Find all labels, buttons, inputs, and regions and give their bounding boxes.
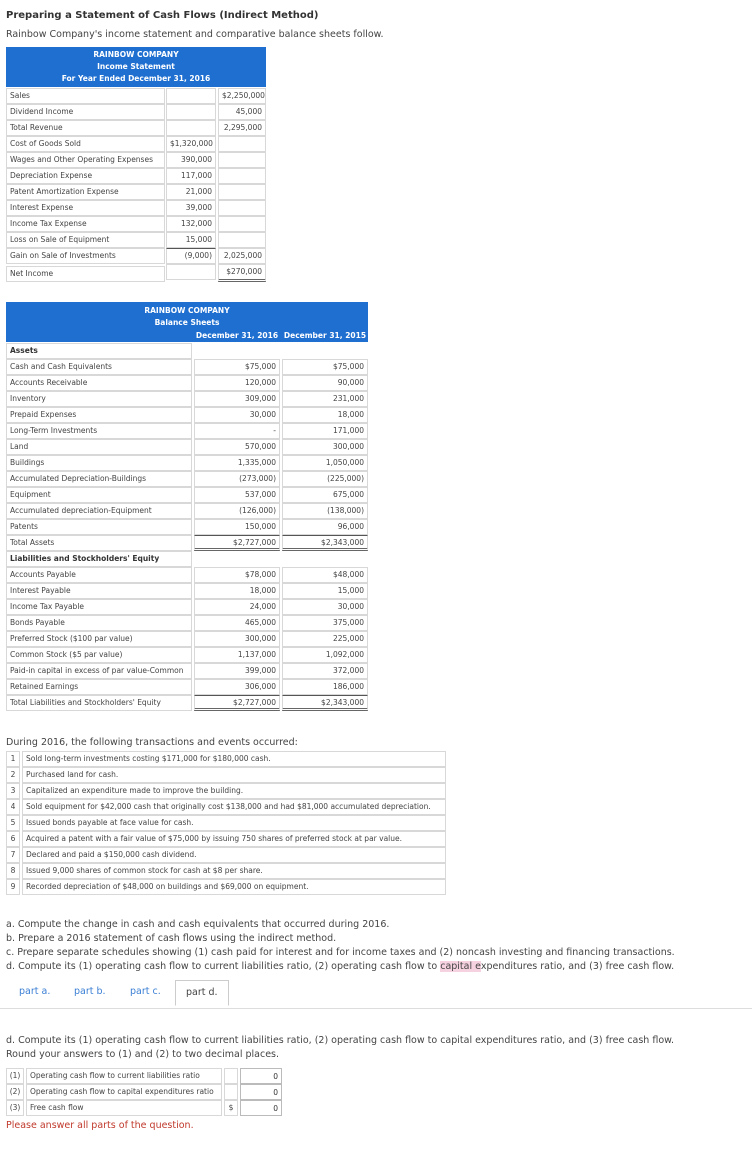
bs-row-label: Common Stock ($5 par value): [6, 647, 192, 663]
bs-row-label: Income Tax Payable: [6, 599, 192, 615]
bs-row-2016: [194, 551, 280, 567]
transaction-row: [6, 751, 448, 767]
transaction-row: [6, 847, 448, 863]
is-row: [6, 216, 266, 232]
is-row-col2: 2,025,000: [218, 248, 266, 264]
bs-row-label: Total Liabilities and Stockholders' Equity: [6, 695, 192, 711]
bs-row-label: Land: [6, 439, 192, 455]
bs-row-label: Accounts Payable: [6, 567, 192, 583]
transaction-text: Acquired a patent with a fair value of $75,000 by issuing 750 shares of preferred stock at par value.: [22, 831, 446, 847]
tab-part-d[interactable]: part d.: [175, 980, 229, 1006]
tab-part-c[interactable]: part c.: [130, 986, 161, 997]
is-row: [6, 152, 266, 168]
answer-input[interactable]: [240, 1068, 282, 1084]
bs-row: [6, 663, 368, 679]
question-b: b. Prepare a 2016 statement of cash flows using the indirect method.: [6, 933, 337, 944]
transaction-text: Sold equipment for $42,000 cash that originally cost $138,000 and had $81,000 accumulated depreciation.: [22, 799, 446, 815]
transaction-row: [6, 879, 448, 895]
bs-row-2015: 15,000: [282, 583, 368, 599]
is-row-col2: [218, 216, 266, 232]
transactions-list: [0, 751, 450, 897]
bs-row: [6, 359, 368, 375]
bs-row-2016: 306,000: [194, 679, 280, 695]
bs-row-2016: 150,000: [194, 519, 280, 535]
is-row-label: Total Revenue: [6, 120, 165, 136]
bs-row-2016: 1,335,000: [194, 455, 280, 471]
is-row: [6, 88, 266, 104]
bs-row: [6, 471, 368, 487]
bs-row-2015: [282, 551, 368, 567]
transaction-row: [6, 767, 448, 783]
transaction-text: Issued 9,000 shares of common stock for cash at $8 per share.: [22, 863, 446, 879]
bs-row: [6, 583, 368, 599]
transaction-number: 7: [6, 847, 20, 863]
bs-row-2016: 120,000: [194, 375, 280, 391]
question-d-post: xpenditures ratio, and (3) free cash flow.: [480, 961, 675, 972]
bs-row-label: Buildings: [6, 455, 192, 471]
bs-row: [6, 631, 368, 647]
bs-row-2016: [194, 343, 280, 359]
bs-row-2015: 225,000: [282, 631, 368, 647]
transaction-text: Capitalized an expenditure made to improve the building.: [22, 783, 446, 799]
is-row-col1: [166, 120, 216, 136]
bs-row-label: Bonds Payable: [6, 615, 192, 631]
is-row-col2: 2,295,000: [218, 120, 266, 136]
is-row: [6, 184, 266, 200]
balance-sheet-header: [6, 302, 368, 342]
question-d: [6, 961, 674, 972]
transaction-number: 6: [6, 831, 20, 847]
bs-row-label: Cash and Cash Equivalents: [6, 359, 192, 375]
bs-row-2015: $48,000: [282, 567, 368, 583]
is-row: [6, 200, 266, 216]
bs-row-label: Paid-in capital in excess of par value-Common: [6, 663, 192, 679]
bs-row-label: Accounts Receivable: [6, 375, 192, 391]
is-row: [6, 232, 266, 248]
bs-row-label: Equipment: [6, 487, 192, 503]
bs-row-2016: (126,000): [194, 503, 280, 519]
tab-divider: [0, 1008, 752, 1009]
question-d-pre: d. Compute its (1) operating cash flow to current liabilities ratio, (2) operating cash flow to: [6, 961, 441, 972]
answer-symbol: [224, 1084, 238, 1100]
is-row-col1: 39,000: [166, 200, 216, 216]
is-row-col2: $270,000: [218, 264, 266, 282]
is-row-col1: 15,000: [166, 232, 216, 248]
bs-row-2015: 375,000: [282, 615, 368, 631]
bs-title: Balance Sheets: [154, 318, 220, 327]
bs-row-2015: 1,050,000: [282, 455, 368, 471]
bs-row-label: Total Assets: [6, 535, 192, 551]
bs-row-label: Long-Term Investments: [6, 423, 192, 439]
tab-part-b[interactable]: part b.: [74, 986, 106, 997]
bs-row-2016: 309,000: [194, 391, 280, 407]
bs-row: [6, 391, 368, 407]
is-row-label: Gain on Sale of Investments: [6, 248, 165, 264]
bs-row-label: Inventory: [6, 391, 192, 407]
is-row-col2: $2,250,000: [218, 88, 266, 104]
transaction-row: [6, 783, 448, 799]
bs-row: [6, 455, 368, 471]
bs-row-2015: $2,343,000: [282, 695, 368, 711]
answer-row: [6, 1068, 284, 1084]
transaction-number: 2: [6, 767, 20, 783]
transaction-row: [6, 799, 448, 815]
bs-row-2015: 90,000: [282, 375, 368, 391]
bs-row-2016: $78,000: [194, 567, 280, 583]
page-title: Preparing a Statement of Cash Flows (Indirect Method): [6, 10, 319, 21]
transaction-number: 9: [6, 879, 20, 895]
transaction-text: Sold long-term investments costing $171,000 for $180,000 cash.: [22, 751, 446, 767]
answer-label: Operating cash flow to capital expenditures ratio: [26, 1084, 222, 1100]
bs-row-2015: 30,000: [282, 599, 368, 615]
bs-row: [6, 615, 368, 631]
is-row: [6, 136, 266, 152]
answer-input[interactable]: [240, 1100, 282, 1116]
bs-row: [6, 679, 368, 695]
is-row-label: Wages and Other Operating Expenses: [6, 152, 165, 168]
bs-row-2016: 1,137,000: [194, 647, 280, 663]
bs-row-label: Retained Earnings: [6, 679, 192, 695]
is-row-label: Income Tax Expense: [6, 216, 165, 232]
bs-col-2016: December 31, 2016: [195, 331, 279, 340]
is-row-label: Net Income: [6, 266, 165, 282]
is-row: [6, 104, 266, 120]
tab-part-a[interactable]: part a.: [19, 986, 51, 997]
is-row-col1: $1,320,000: [166, 136, 216, 152]
is-row: [6, 120, 266, 136]
bs-row-label: Accumulated depreciation-Equipment: [6, 503, 192, 519]
transaction-number: 4: [6, 799, 20, 815]
is-row-col1: (9,000): [166, 248, 216, 264]
is-row-col2: [218, 200, 266, 216]
bs-row-label: Accumulated Depreciation-Buildings: [6, 471, 192, 487]
bs-row-2015: 372,000: [282, 663, 368, 679]
answer-input[interactable]: [240, 1084, 282, 1100]
bs-row-2015: 1,092,000: [282, 647, 368, 663]
answer-symbol: $: [224, 1100, 238, 1116]
transaction-number: 8: [6, 863, 20, 879]
is-title: Income Statement: [97, 62, 175, 71]
transaction-text: Purchased land for cash.: [22, 767, 446, 783]
is-row-col1: 117,000: [166, 168, 216, 184]
bs-row: [6, 519, 368, 535]
is-period: For Year Ended December 31, 2016: [61, 74, 211, 83]
is-row-col2: [218, 136, 266, 152]
is-row-label: Sales: [6, 88, 165, 104]
question-c: c. Prepare separate schedules showing (1) cash paid for interest and for income taxes and (2) noncash investing and financing transactions.: [6, 947, 675, 958]
income-statement-header: [6, 47, 266, 87]
bs-row-label: Prepaid Expenses: [6, 407, 192, 423]
transaction-text: Issued bonds payable at face value for cash.: [22, 815, 446, 831]
bs-row: [6, 503, 368, 519]
bs-row-2015: (138,000): [282, 503, 368, 519]
part-d-question: d. Compute its (1) operating cash flow to current liabilities ratio, (2) operating cash flow to capital expenditures ratio, and (3) free cash flow.: [6, 1035, 675, 1046]
bs-row-2016: 570,000: [194, 439, 280, 455]
part-d-instruction: Round your answers to (1) and (2) to two decimal places.: [6, 1049, 280, 1060]
bs-row: [6, 423, 368, 439]
is-row-label: Depreciation Expense: [6, 168, 165, 184]
bs-col-2015: December 31, 2015: [283, 331, 367, 340]
is-row-col2: 45,000: [218, 104, 266, 120]
bs-row: [6, 695, 368, 711]
bs-row-2015: 171,000: [282, 423, 368, 439]
bs-row-2015: 96,000: [282, 519, 368, 535]
bs-row: [6, 487, 368, 503]
bs-row-2016: 300,000: [194, 631, 280, 647]
answer-row: [6, 1100, 284, 1116]
bs-row: [6, 567, 368, 583]
answer-label: Free cash flow: [26, 1100, 222, 1116]
is-row: [6, 168, 266, 184]
transaction-number: 1: [6, 751, 20, 767]
bs-row: [6, 551, 368, 567]
transactions-intro: During 2016, the following transactions and events occurred:: [6, 737, 298, 748]
transaction-number: 3: [6, 783, 20, 799]
bs-row: [6, 439, 368, 455]
question-a: a. Compute the change in cash and cash equivalents that occurred during 2016.: [6, 919, 390, 930]
is-row-col1: 21,000: [166, 184, 216, 200]
answers-table: [0, 1068, 290, 1118]
bs-row: [6, 343, 368, 359]
is-company: RAINBOW COMPANY: [93, 50, 179, 59]
bs-row-2015: 300,000: [282, 439, 368, 455]
is-row-col2: [218, 168, 266, 184]
is-row-label: Cost of Goods Sold: [6, 136, 165, 152]
bs-row-2015: 231,000: [282, 391, 368, 407]
bs-row-2015: (225,000): [282, 471, 368, 487]
bs-row: [6, 407, 368, 423]
bs-row-2015: $2,343,000: [282, 535, 368, 551]
bs-row-2015: [282, 343, 368, 359]
is-row-col2: [218, 184, 266, 200]
is-row-label: Loss on Sale of Equipment: [6, 232, 165, 248]
transaction-row: [6, 863, 448, 879]
transaction-text: Declared and paid a $150,000 cash dividend.: [22, 847, 446, 863]
bs-row-2015: 675,000: [282, 487, 368, 503]
is-row-col2: [218, 152, 266, 168]
transaction-number: 5: [6, 815, 20, 831]
warning-text: Please answer all parts of the question.: [6, 1120, 194, 1131]
bs-row-2015: 18,000: [282, 407, 368, 423]
answer-symbol: [224, 1068, 238, 1084]
part-tabs: [6, 980, 246, 1006]
balance-sheet-table: [6, 343, 368, 713]
is-row-label: Dividend Income: [6, 104, 165, 120]
bs-row-2016: -: [194, 423, 280, 439]
bs-row: [6, 535, 368, 551]
bs-company: RAINBOW COMPANY: [144, 306, 230, 315]
bs-row-2016: 24,000: [194, 599, 280, 615]
bs-row-2016: 537,000: [194, 487, 280, 503]
is-row: [6, 248, 266, 264]
bs-row-2015: 186,000: [282, 679, 368, 695]
income-statement-table: [6, 88, 266, 284]
is-row-col1: [166, 264, 216, 280]
is-row-label: Patent Amortization Expense: [6, 184, 165, 200]
bs-row-2016: $75,000: [194, 359, 280, 375]
bs-row-2016: 18,000: [194, 583, 280, 599]
bs-row-label: Interest Payable: [6, 583, 192, 599]
answer-number: (3): [6, 1100, 24, 1116]
bs-row-2016: 399,000: [194, 663, 280, 679]
is-row-col1: [166, 104, 216, 120]
transaction-row: [6, 815, 448, 831]
answer-row: [6, 1084, 284, 1100]
bs-row-label: Assets: [6, 343, 192, 359]
answer-number: (1): [6, 1068, 24, 1084]
bs-row-label: Patents: [6, 519, 192, 535]
bs-row-2016: $2,727,000: [194, 695, 280, 711]
transaction-text: Recorded depreciation of $48,000 on buildings and $69,000 on equipment.: [22, 879, 446, 895]
is-row-label: Interest Expense: [6, 200, 165, 216]
is-row-col1: 132,000: [166, 216, 216, 232]
bs-row-2016: 30,000: [194, 407, 280, 423]
bs-row-2016: 465,000: [194, 615, 280, 631]
bs-row-label: Liabilities and Stockholders' Equity: [6, 551, 192, 567]
answer-number: (2): [6, 1084, 24, 1100]
question-d-highlight: capital e: [440, 961, 481, 972]
intro-text: Rainbow Company's income statement and comparative balance sheets follow.: [6, 29, 384, 40]
answer-label: Operating cash flow to current liabilities ratio: [26, 1068, 222, 1084]
bs-row: [6, 375, 368, 391]
bs-row-2016: $2,727,000: [194, 535, 280, 551]
bs-row: [6, 647, 368, 663]
is-row-col1: [166, 88, 216, 104]
is-row: [6, 264, 266, 280]
bs-row-2016: (273,000): [194, 471, 280, 487]
is-row-col2: [218, 232, 266, 248]
bs-row-2015: $75,000: [282, 359, 368, 375]
bs-row-label: Preferred Stock ($100 par value): [6, 631, 192, 647]
bs-row: [6, 599, 368, 615]
transaction-row: [6, 831, 448, 847]
is-row-col1: 390,000: [166, 152, 216, 168]
